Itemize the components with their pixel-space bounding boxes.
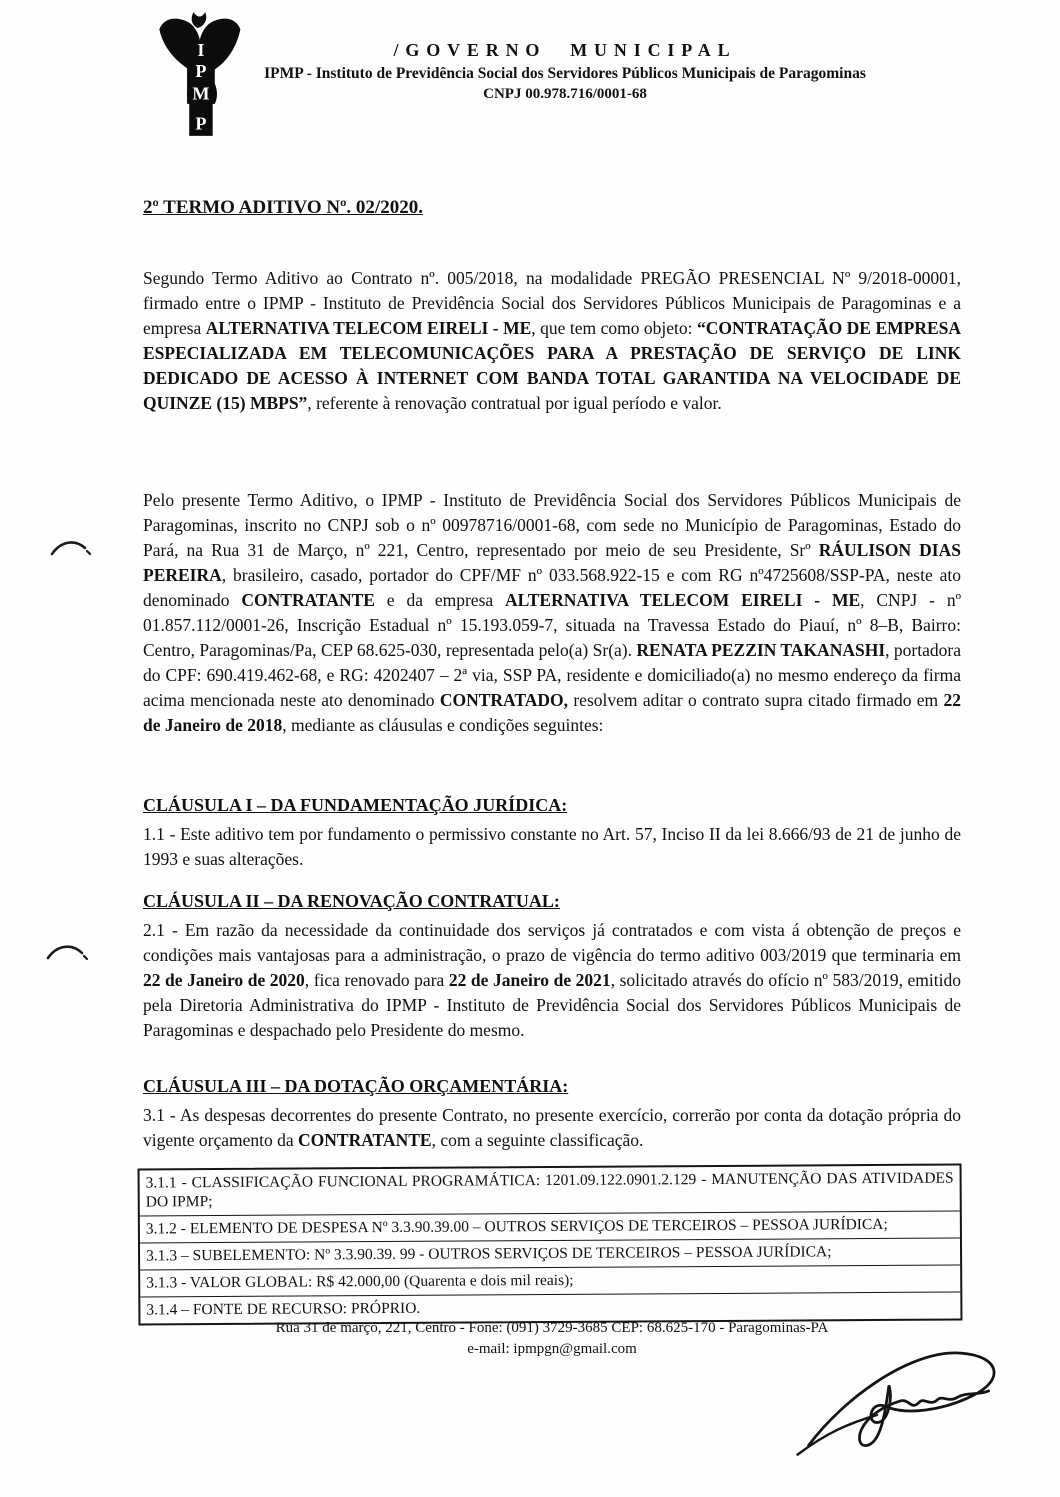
government-title: /GOVERNO MUNICIPAL xyxy=(393,40,737,60)
clause-2-body: 2.1 - Em razão da necessidade da continuidade dos serviços já contratados e com vista á obtenção de preços e condições mais vantajosas para a administração, o prazo de vigência do termo aditivo 003/2019 que terminaria em 22 de Janeiro de 2020, fica renovado para 22 de Janeiro de 2021, solicitado através do ofício nº 583/2019, emitido pela Diretoria Administrativa do IPMP - Instituto de Previdência Social dos Servidores Públicos Municipais de Paragominas e despachado pelo Presidente do mesmo. xyxy=(143,920,961,1040)
logo-letter-m: M xyxy=(192,83,210,104)
clause-2-heading: CLÁUSULA II – DA RENOVAÇÃO CONTRATUAL: xyxy=(143,891,560,911)
clause-1-heading: CLÁUSULA I – DA FUNDAMENTAÇÃO JURÍDICA: xyxy=(143,795,568,815)
margin-pen-mark-icon xyxy=(44,940,92,966)
table-row: 3.1.3 – SUBELEMENTO: Nº 3.3.90.39. 99 - OUTROS SERVIÇOS DE TERCEIROS – PESSOA JURÍDICA; xyxy=(140,1238,960,1270)
table-row: 3.1.1 - CLASSIFICAÇÃO FUNCIONAL PROGRAMÁTICA: 1201.09.122.0901.2.129 - MANUTENÇÃO DAS ATIVIDADES DO IPMP; xyxy=(140,1165,960,1216)
recital-paragraph: Segundo Termo Aditivo ao Contrato nº. 005/2018, na modalidade PREGÃO PRESENCIAL Nº 9/2018-00001, firmado entre o IPMP - Instituto de Previdência Social dos Servidores Públicos Municipais de Paragominas e a empresa ALTERNATIVA TELECOM EIRELI - ME, que tem como objeto: “CONTRATAÇÃO DE EMPRESA ESPECIALIZADA EM TELECOMUNICAÇÕES PARA A PRESTAÇÃO DE SERVIÇO DE LINK DEDICADO DE ACESSO À INTERNET COM BANDA TOTAL GARANTIDA NA VELOCIDADE DE QUINZE (15) MBPS”, referente à renovação contratual por igual período e valor. xyxy=(143,268,962,413)
institute-name: IPMP - Instituto de Previdência Social dos Servidores Públicos Municipais de Paragominas xyxy=(264,65,866,82)
clause-3-body: 3.1 - As despesas decorrentes do presente Contrato, no presente exercício, correrão por conta da dotação própria do vigente orçamento da CONTRATANTE, com a seguinte classificação. xyxy=(143,1105,961,1150)
logo-letter-p2: P xyxy=(195,113,207,134)
table-row: 3.1.2 - ELEMENTO DE DESPESA Nº 3.3.90.39.00 – OUTROS SERVIÇOS DE TERCEIROS – PESSOA JURÍDICA; xyxy=(140,1211,960,1243)
budget-classification-table xyxy=(138,1163,963,1325)
parties-paragraph: Pelo presente Termo Aditivo, o IPMP - Instituto de Previdência Social dos Servidores Públicos Municipais de Paragominas, inscrito no CNPJ sob o nº 00978716/0001-68, com sede no Município de Paragominas, Estado do Pará, na Rua 31 de Março, nº 221, Centro, representado por meio de seu Presidente, Srº RÁULISON DIAS PEREIRA, brasileiro, casado, portador do CPF/MF nº 033.568.922-15 e com RG nº4725608/SSP-PA, neste ato denominado CONTRATANTE e da empresa ALTERNATIVA TELECOM EIRELI - ME, CNPJ - nº 01.857.112/0001-26, Inscrição Estadual nº 15.193.059-7, situada na Travessa Estado do Piauí, nº 8–B, Bairro: Centro, Paragominas/Pa, CEP 68.625-030, representada pelo(a) Sr(a). RENATA PEZZIN TAKANASHI, portadora do CPF: 690.419.462-68, e RG: 4202407 – 2ª via, SSP PA, residente e domiciliado(a) no mesmo endereço da firma acima mencionada neste ato denominado CONTRATADO, resolvem aditar o contrato supra citado firmado em 22 de Janeiro de 2018, mediante as cláusulas e condições seguintes: xyxy=(143,490,961,735)
document-title: 2º TERMO ADITIVO Nº. 02/2020. xyxy=(143,197,423,218)
logo-letter-i: I xyxy=(197,39,205,60)
cnpj-line: CNPJ 00.978.716/0001-68 xyxy=(483,86,647,102)
margin-pen-mark-icon xyxy=(48,536,96,562)
logo-letter-p1: P xyxy=(195,61,207,82)
footer-address: Rua 31 de março, 221, Centro - Fone: (091) 3729-3685 CEP: 68.625-170 - Paragominas-PA xyxy=(275,1320,829,1336)
clause-3-heading: CLÁUSULA III – DA DOTAÇÃO ORÇAMENTÁRIA: xyxy=(143,1076,569,1096)
table-row: 3.1.3 - VALOR GLOBAL: R$ 42.000,00 (Quarenta e dois mil reais); xyxy=(140,1265,960,1297)
letterhead xyxy=(225,40,905,103)
clause-1-body: 1.1 - Este aditivo tem por fundamento o permissivo constante no Art. 57, Inciso II da lei 8.666/93 de 21 de junho de 1993 e suas alterações. xyxy=(143,824,961,869)
footer-email: e-mail: ipmpgn@gmail.com xyxy=(467,1341,637,1357)
table-row: 3.1.4 – FONTE DE RECURSO: PRÓPRIO. xyxy=(146,1299,421,1319)
handwritten-signature-icon xyxy=(792,1336,1032,1468)
